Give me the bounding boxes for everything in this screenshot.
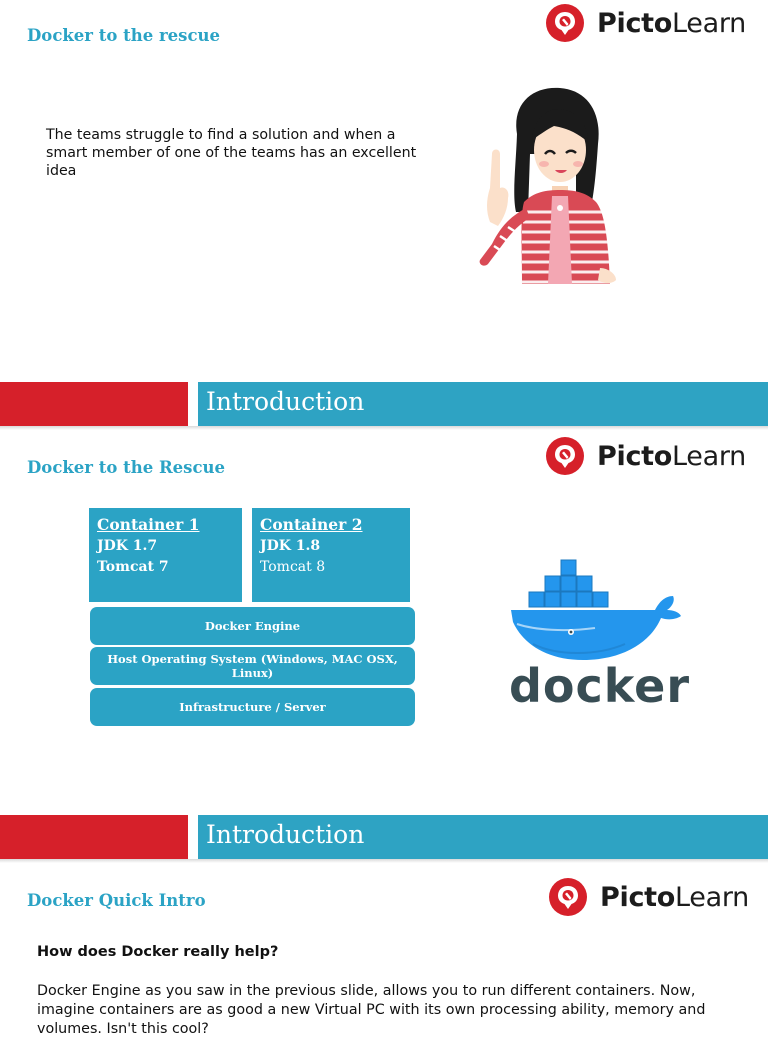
container-jdk: JDK 1.7 [97,538,158,554]
infrastructure-layer: Infrastructure / Server [90,688,415,726]
pictolearn-logo-icon [548,877,588,917]
pictolearn-logo [548,877,749,917]
slide-question: How does Docker really help? [37,944,279,960]
container-2-box [252,508,410,602]
slide-title: Docker Quick Intro [27,891,206,910]
container-tomcat: Tomcat 8 [260,559,326,575]
banner-red-block [0,815,188,859]
slide-body-text: The teams struggle to find a solution and when a smart member of one of the teams has an excellent idea [46,127,417,179]
slide-title: Docker to the rescue [27,26,220,45]
docker-engine-layer: Docker Engine [90,607,415,645]
slide-title: Docker to the Rescue [27,458,225,477]
banner-title: Introduction [206,820,365,849]
container-tomcat: Tomcat 7 [97,559,169,575]
banner-red-block [0,382,188,426]
pictolearn-logo-text: PictoLearn [600,881,749,913]
slide-body-text: Docker Engine as you saw in the previous slide, allows you to run different containers. Now, imagine containers are as good a new Virtual PC with its own processing ability, memory and volumes. Isn't this cool? [37,983,706,1037]
pictolearn-logo-text: PictoLearn [597,440,746,472]
section-banner [0,380,768,430]
pictolearn-logo-icon [545,3,585,43]
pictolearn-logo [545,436,746,476]
girl-with-idea-icon [472,84,622,288]
docker-logo-text: docker [509,659,691,713]
container-title: Container 2 [260,515,363,534]
pictolearn-logo-text: PictoLearn [597,7,746,39]
pictolearn-logo-icon [545,436,585,476]
banner-divider [0,426,768,430]
banner-blue-block [198,815,768,859]
section-banner [0,813,768,863]
container-title: Container 1 [97,515,200,534]
docker-whale-logo [505,558,691,713]
container-jdk: JDK 1.8 [260,538,321,554]
banner-blue-block [198,382,768,426]
slide-docker-to-the-rescue [0,0,768,380]
banner-divider [0,859,768,863]
container-1-box [89,508,242,602]
pictolearn-logo [545,3,746,43]
host-os-layer: Host Operating System (Windows, MAC OSX, Linux) [90,647,415,685]
banner-title: Introduction [206,387,365,416]
